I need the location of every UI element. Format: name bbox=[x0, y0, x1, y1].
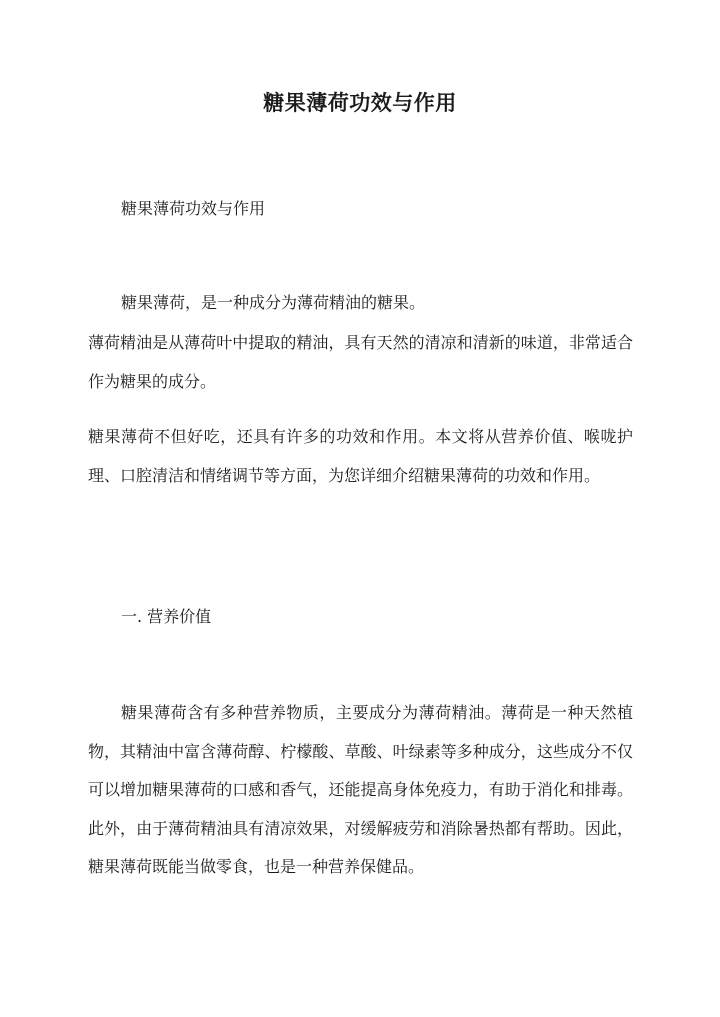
essential-oil-paragraph: 薄荷精油是从薄荷叶中提取的精油，具有天然的清凉和清新的味道，非常适合作为糖果的成分。 bbox=[88, 333, 633, 391]
document-title: 糖果薄荷功效与作用 bbox=[263, 90, 457, 115]
section-heading-nutrition: 一. 营养价值 bbox=[121, 607, 212, 626]
subtitle-paragraph: 糖果薄荷功效与作用 bbox=[121, 199, 266, 218]
overview-paragraph: 糖果薄荷不但好吃，还具有许多的功效和作用。本文将从营养价值、喉咙护理、口腔清洁和情绪调节等方面，为您详细介绍糖果薄荷的功效和作用。 bbox=[88, 427, 633, 485]
nutrition-paragraph: 糖果薄荷含有多种营养物质，主要成分为薄荷精油。薄荷是一种天然植物，其精油中富含薄荷醇、柠檬酸、草酸、叶绿素等多种成分，这些成分不仅可以增加糖果薄荷的口感和香气，还能提高身体免疫力，有助于消化和排毒。此外，由于薄荷精油具有清凉效果，对缓解疲劳和消除暑热都有帮助。因此，糖果薄荷既能当做零食，也是一种营养保健品。 bbox=[88, 703, 633, 876]
intro-paragraph: 糖果薄荷，是一种成分为薄荷精油的糖果。 bbox=[121, 293, 426, 312]
